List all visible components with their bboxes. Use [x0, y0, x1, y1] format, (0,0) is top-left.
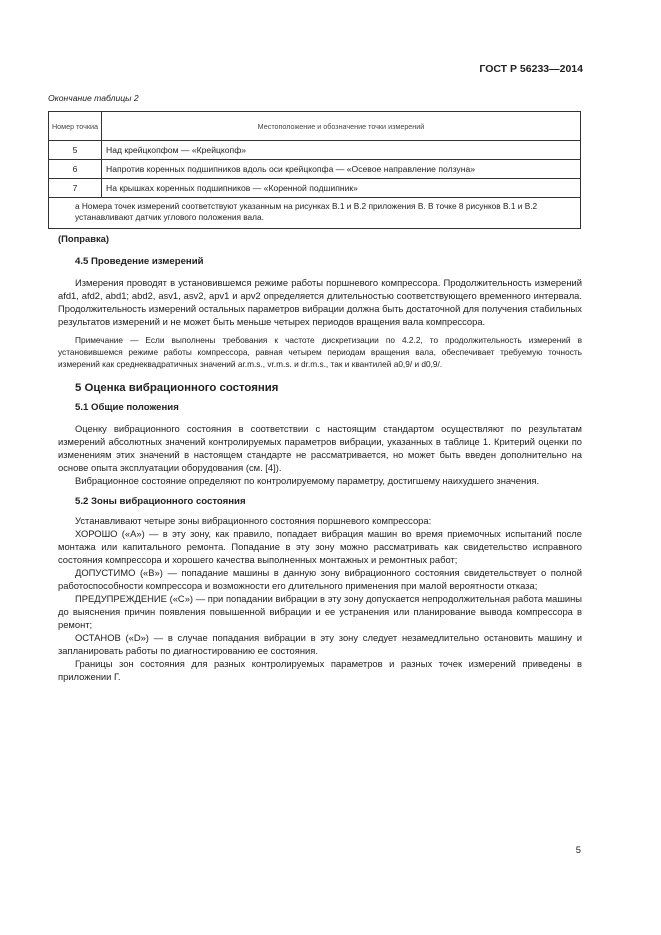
standard-header: ГОСТ Р 56233—2014 — [479, 63, 583, 75]
row-number: 6 — [49, 160, 102, 179]
section-5-2-title: 5.2 Зоны вибрационного состояния — [75, 496, 246, 507]
row-text: Напротив коренных подшипников вдоль оси крейцкопфа — «Осевое направление ползуна» — [102, 160, 581, 179]
row-number: 5 — [49, 141, 102, 160]
table-header-row — [49, 112, 581, 141]
page-number: 5 — [575, 844, 581, 855]
row-text: На крышках коренных подшипников — «Коренной подшипник» — [102, 179, 581, 198]
zone-b-description: ДОПУСТИМО («В») — попадание машины в данную зону вибрационного состояния свидетельствует о полной работоспособности компрессора и возможности его длительного применения при малой вероятности отказа; — [58, 567, 582, 591]
table-footnote-row — [49, 198, 581, 229]
section-5-1-paragraph-1: Оценку вибрационного состояния в соответствии с настоящим стандартом осуществляют по результатам измерений абсолютных значений контролируемых параметров вибрации, указанных в таблице 1. Критерий оценки по изменениям этих значений в настоящем стандарте не рассматривается, но может быть введен дополнительно на основе опыта эксплуатации оборудования (см. [4]). — [58, 423, 582, 473]
section-4-5-title: 4.5 Проведение измерений — [75, 256, 204, 267]
row-text: Над крейцкопфом — «Крейцкопф» — [102, 141, 581, 160]
section-5-1-paragraph-2: Вибрационное состояние определяют по контролируемому параметру, достигшему наихудшего значения. — [75, 475, 540, 486]
table-caption: Окончание таблицы 2 — [48, 93, 139, 103]
table-row — [49, 141, 581, 160]
section-5-1-title: 5.1 Общие положения — [75, 402, 179, 413]
col-point-number-header: Номер точкиa — [49, 112, 102, 141]
zone-c-description: ПРЕДУПРЕЖДЕНИЕ («С») — при попадании вибрации в эту зону допускается непродолжительная работа машины до выяснения причин появления повышенной вибрации и ее устранения или планирование вывода компрессора в ремонт; — [58, 593, 582, 630]
section-4-5-note: Примечание — Если выполнены требования к частоте дискретизации по 4.2.2, то продолжительность измерений в установившемся режиме работы компрессора, равная четырем периодам вращения вала, обеспечивает требуемую точность измерений как среднеквадратичных значений ar.m.s., vr.m.s. и dr.m.s., так и квантилей a0,9/ и d0,9/. — [58, 335, 582, 369]
section-5-title: 5 Оценка вибрационного состояния — [75, 382, 279, 394]
amendment-note: (Поправка) — [58, 233, 109, 244]
zone-a-description: ХОРОШО («А») — в эту зону, как правило, попадает вибрация машин во время приемочных испытаний после монтажа или капитального ремонта. Попадание в эту зону можно рассматривать как свидетельство исправного состояния компрессора и хорошего качества выполненных монтажных и ремонтных работ; — [58, 528, 582, 565]
section-5-2-paragraph-1: Устанавливают четыре зоны вибрационного состояния поршневого компрессора: — [75, 515, 432, 526]
table-footnote: a Номера точек измерений соответствуют указанным на рисунках В.1 и В.2 приложения В. В точке 8 рисунков В.1 и В.2 устанавливают датчик углового положения вала. — [49, 198, 581, 229]
table-row — [49, 179, 581, 198]
measurement-points-table — [48, 111, 581, 229]
section-5-2-paragraph-last: Границы зон состояния для разных контролируемых параметров и разных точек измерений приведены в приложении Г. — [58, 658, 582, 682]
zone-d-description: ОСТАНОВ («D») — в случае попадания вибрации в эту зону следует незамедлительно остановить машину и запланировать работы по диагностированию ее состояния. — [58, 632, 582, 656]
section-4-5-paragraph: Измерения проводят в установившемся режиме работы поршневого компрессора. Продолжительность измерений afd1, afd2, abd1; abd2, asv1, asv2, apv1 и apv2 определяется длительностью соответствующего временного интервала. Продолжительность измерений остальных параметров вибрации должна быть достаточной для получения стабильных результатов измерений и не может быть меньше четырех периодов вращения вала компрессора. — [58, 277, 582, 327]
table-row — [49, 160, 581, 179]
row-number: 7 — [49, 179, 102, 198]
col-location-header: Местоположение и обозначение точки измерений — [102, 112, 581, 141]
document-body — [58, 232, 582, 683]
